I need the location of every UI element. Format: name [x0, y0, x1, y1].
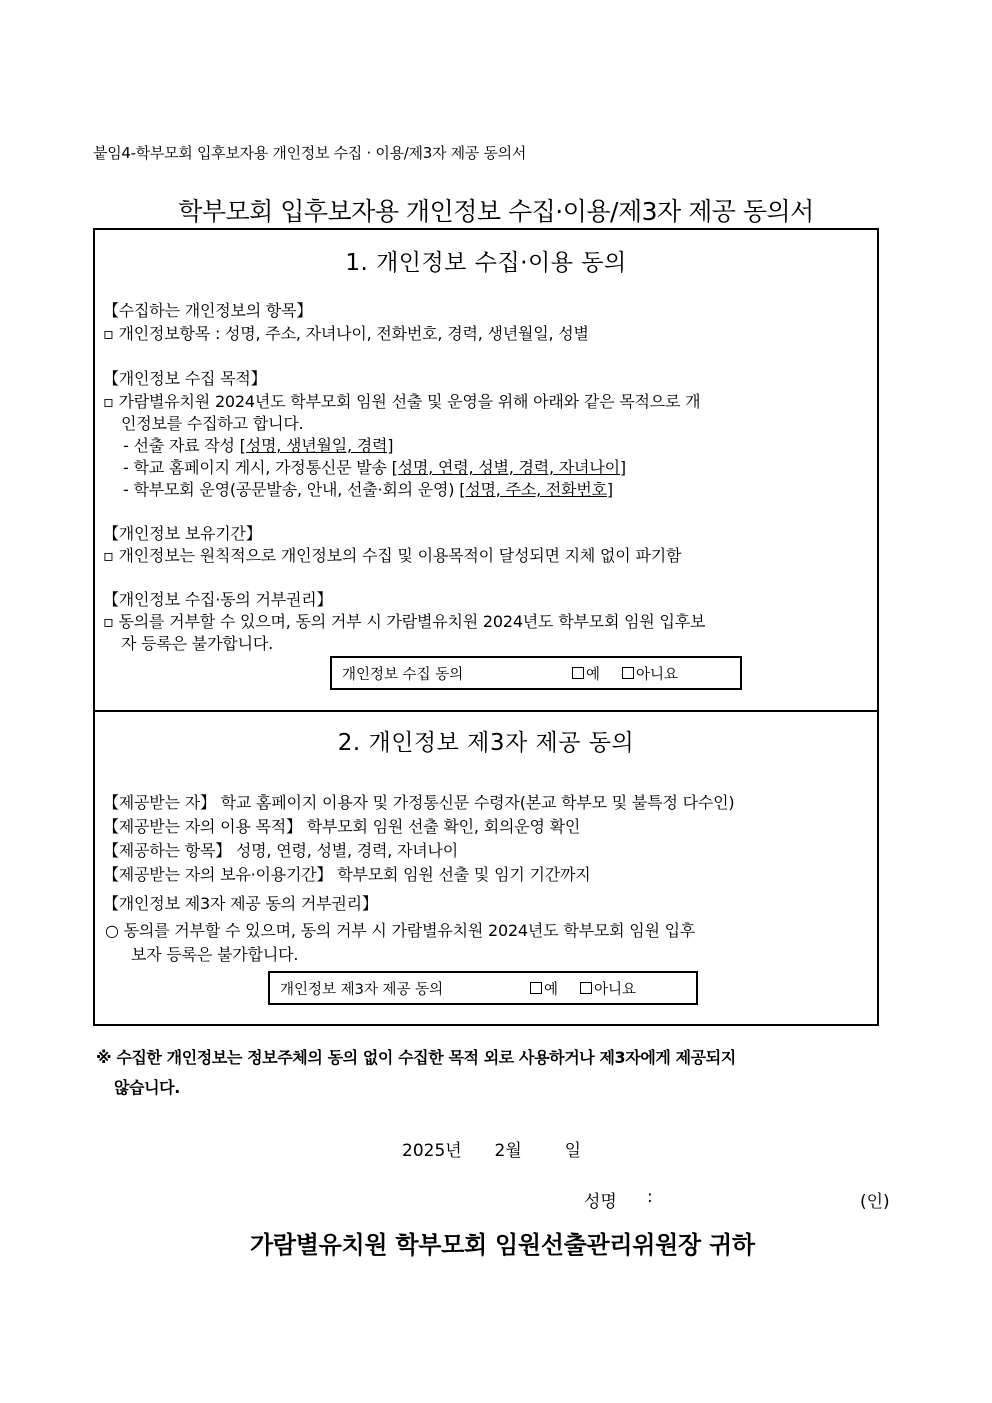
checkbox-icon	[580, 982, 592, 994]
purpose-fields: [성명, 주소, 전화번호]	[459, 480, 613, 499]
date-line	[402, 1136, 581, 1161]
document-title: 학부모회 입후보자용 개인정보 수집·이용/제3자 제공 동의서	[178, 197, 814, 226]
recipient-line: 【제공받는 자】 학교 홈페이지 이용자 및 가정통신문 수령자(본교 학부모 및 불특정 다수인)	[103, 793, 735, 812]
checkbox-icon	[530, 982, 542, 994]
retention-period-line: 【제공받는 자의 보유·이용기간】 학부모회 임원 선출 및 임기 기간까지	[103, 865, 591, 884]
privacy-note-line-2: 않습니다.	[114, 1078, 180, 1097]
purpose-fields: [성명, 생년월일, 경력]	[239, 436, 394, 455]
purpose-item: - 선출 자료 작성 [성명, 생년월일, 경력]	[123, 436, 394, 455]
consent-yes-checkbox[interactable]: 예	[572, 663, 600, 684]
attachment-label: 붙임4-학부모회 입후보자용 개인정보 수집 · 이용/제3자 제공 동의서	[93, 144, 527, 162]
third-party-consent-box	[268, 971, 698, 1005]
purpose-heading: 【개인정보 수집 목적】	[103, 369, 267, 388]
name-label: 성명	[584, 1192, 617, 1212]
seal-mark: (인)	[860, 1192, 890, 1212]
checkbox-icon	[622, 667, 634, 679]
recipient-purpose-line: 【제공받는 자의 이용 목적】 학부모회 임원 선출 확인, 회의운영 확인	[103, 817, 581, 836]
provided-items-line: 【제공하는 항목】 성명, 연령, 성별, 경력, 자녀나이	[103, 841, 459, 860]
consent-form-box	[93, 228, 879, 1026]
refusal-line-1: ▫ 동의를 거부할 수 있으며, 동의 거부 시 가람별유치원 2024년도 학부모회 임원 입후보	[103, 612, 706, 631]
name-colon: :	[647, 1187, 653, 1207]
collection-consent-box	[330, 656, 742, 690]
date-month: 2월	[494, 1141, 522, 1161]
items-line: ▫ 개인정보항목 : 성명, 주소, 자녀나이, 전화번호, 경력, 생년월일, 성별	[103, 324, 589, 343]
refusal-heading: 【개인정보 수집·동의 거부권리】	[103, 590, 333, 609]
section-divider	[95, 710, 877, 712]
purpose-line-2: 인정보를 수집하고 합니다.	[121, 414, 304, 433]
third-party-no-checkbox[interactable]: 아니요	[580, 978, 636, 999]
third-party-refusal-line-2: 보자 등록은 불가합니다.	[131, 945, 299, 964]
consent-label: 개인정보 제3자 제공 동의	[280, 981, 444, 998]
third-party-yes-checkbox[interactable]: 예	[530, 978, 558, 999]
purpose-item: - 학교 홈페이지 게시, 가정통신문 발송 [성명, 연령, 성별, 경력, 자녀나이]	[123, 458, 626, 477]
purpose-fields: [성명, 연령, 성별, 경력, 자녀나이]	[391, 458, 626, 477]
section1-title: 1. 개인정보 수집·이용 동의	[345, 250, 627, 276]
addressee: 가람별유치원 학부모회 임원선출관리위원장 귀하	[250, 1231, 755, 1259]
retention-heading: 【개인정보 보유기간】	[103, 524, 262, 543]
retention-line: ▫ 개인정보는 원칙적으로 개인정보의 수집 및 이용목적이 달성되면 지체 없이 파기함	[103, 546, 682, 565]
consent-label: 개인정보 수집 동의	[342, 666, 464, 683]
consent-no-checkbox[interactable]: 아니요	[622, 663, 678, 684]
purpose-line-1: ▫ 가람별유치원 2024년도 학부모회 임원 선출 및 운영을 위해 아래와 같은 목적으로 개	[103, 392, 701, 411]
refusal-line-2: 자 등록은 불가합니다.	[121, 634, 273, 653]
third-party-refusal-heading: 【개인정보 제3자 제공 동의 거부권리】	[103, 894, 378, 913]
date-day: 일	[564, 1141, 581, 1161]
third-party-refusal-line-1: ○ 동의를 거부할 수 있으며, 동의 거부 시 가람별유치원 2024년도 학부모회 임원 입후	[105, 921, 696, 940]
section2-title: 2. 개인정보 제3자 제공 동의	[337, 730, 635, 756]
privacy-note-line-1: ※ 수집한 개인정보는 정보주체의 동의 없이 수집한 목적 외로 사용하거나 제3자에게 제공되지	[96, 1048, 736, 1067]
purpose-item: - 학부모회 운영(공문발송, 안내, 선출·회의 운영) [성명, 주소, 전화번호]	[123, 480, 613, 499]
checkbox-icon	[572, 667, 584, 679]
date-year: 2025년	[402, 1141, 462, 1161]
items-heading: 【수집하는 개인정보의 항목】	[103, 301, 313, 320]
